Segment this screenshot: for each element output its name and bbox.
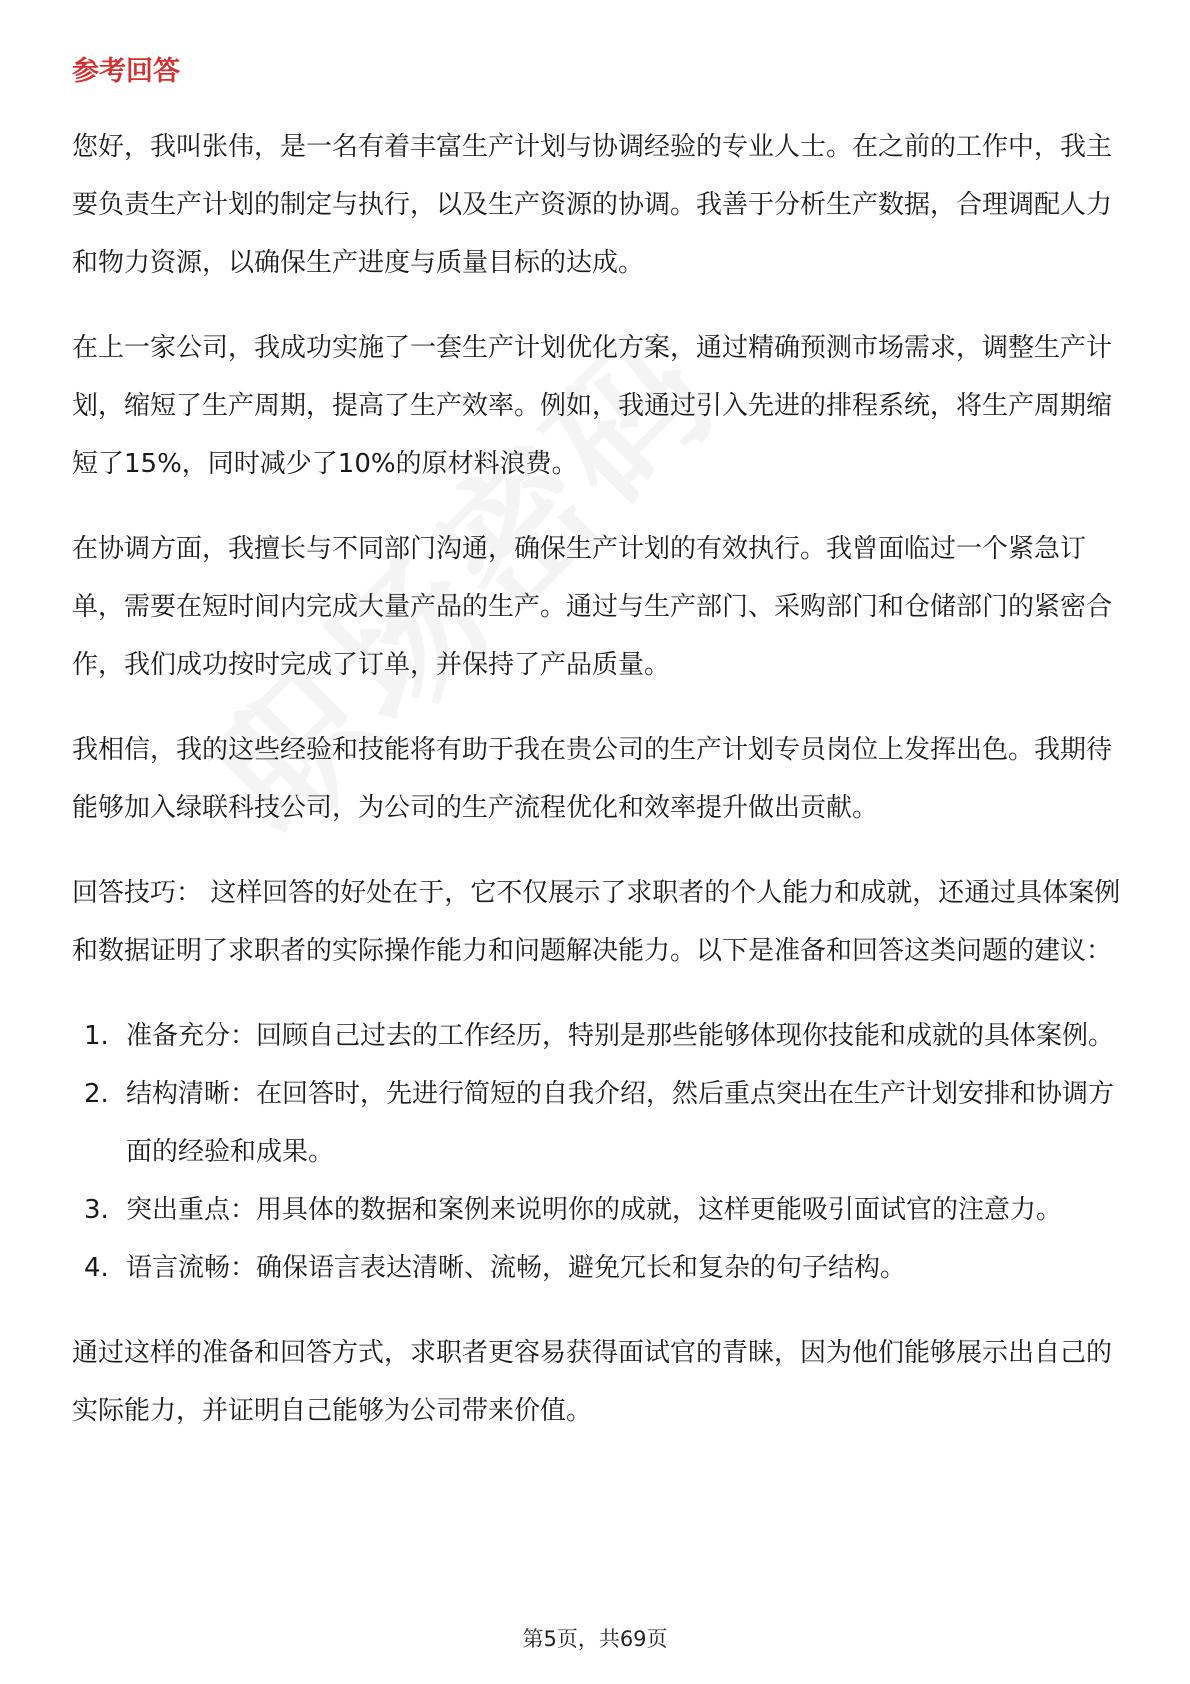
paragraph-coordination: 在协调方面，我擅长与不同部门沟通，确保生产计划的有效执行。我曾面临过一个紧急订单，需要在短时间内完成大量产品的生产。通过与生产部门、采购部门和仓储部门的紧密合作，我们成功按时完成了订单，并保持了产品质量。: [72, 534, 1113, 680]
list-item-number: 4.: [84, 1253, 109, 1283]
section-heading: 参考回答: [72, 56, 180, 87]
paragraph-closing: 通过这样的准备和回答方式，求职者更容易获得面试官的青睐，因为他们能够展示出自己的实际能力，并证明自己能够为公司带来价值。: [72, 1338, 1113, 1426]
list-item-text: 突出重点：用具体的数据和案例来说明你的成就，这样更能吸引面试官的注意力。: [126, 1195, 1063, 1225]
list-item-number: 1.: [84, 1021, 109, 1051]
list-item: [72, 1065, 1122, 1181]
paragraph-conclusion: 我相信，我的这些经验和技能将有助于我在贵公司的生产计划专员岗位上发挥出色。我期待能够加入绿联科技公司，为公司的生产流程优化和效率提升做出贡献。: [72, 735, 1113, 823]
list-item-text: 结构清晰：在回答时，先进行简短的自我介绍，然后重点突出在生产计划安排和协调方面的经验和成果。: [126, 1079, 1115, 1167]
paragraph-achievement: 在上一家公司，我成功实施了一套生产计划优化方案，通过精确预测市场需求，调整生产计划，缩短了生产周期，提高了生产效率。例如，我通过引入先进的排程系统，将生产周期缩短了15%，同时减少了10%的原材料浪费。: [72, 333, 1113, 479]
document-body: [72, 118, 1122, 1467]
list-item-text: 语言流畅：确保语言表达清晰、流畅，避免冗长和复杂的句子结构。: [126, 1253, 907, 1283]
paragraph-intro: 您好，我叫张伟，是一名有着丰富生产计划与协调经验的专业人士。在之前的工作中，我主要负责生产计划的制定与执行，以及生产资源的协调。我善于分析生产数据，合理调配人力和物力资源，以确保生产进度与质量目标的达成。: [72, 132, 1113, 278]
list-item-number: 2.: [84, 1079, 109, 1109]
tips-list: [72, 1007, 1122, 1297]
list-item: [72, 1007, 1122, 1065]
page-number: 第5页，共69页: [522, 1627, 668, 1651]
list-item: [72, 1239, 1122, 1297]
list-item-number: 3.: [84, 1195, 109, 1225]
paragraph-tips-intro: 回答技巧： 这样回答的好处在于，它不仅展示了求职者的个人能力和成就，还通过具体案例和数据证明了求职者的实际操作能力和问题解决能力。以下是准备和回答这类问题的建议：: [72, 878, 1121, 966]
list-item: [72, 1181, 1122, 1239]
list-item-text: 准备充分：回顾自己过去的工作经历，特别是那些能够体现你技能和成就的具体案例。: [126, 1021, 1115, 1051]
